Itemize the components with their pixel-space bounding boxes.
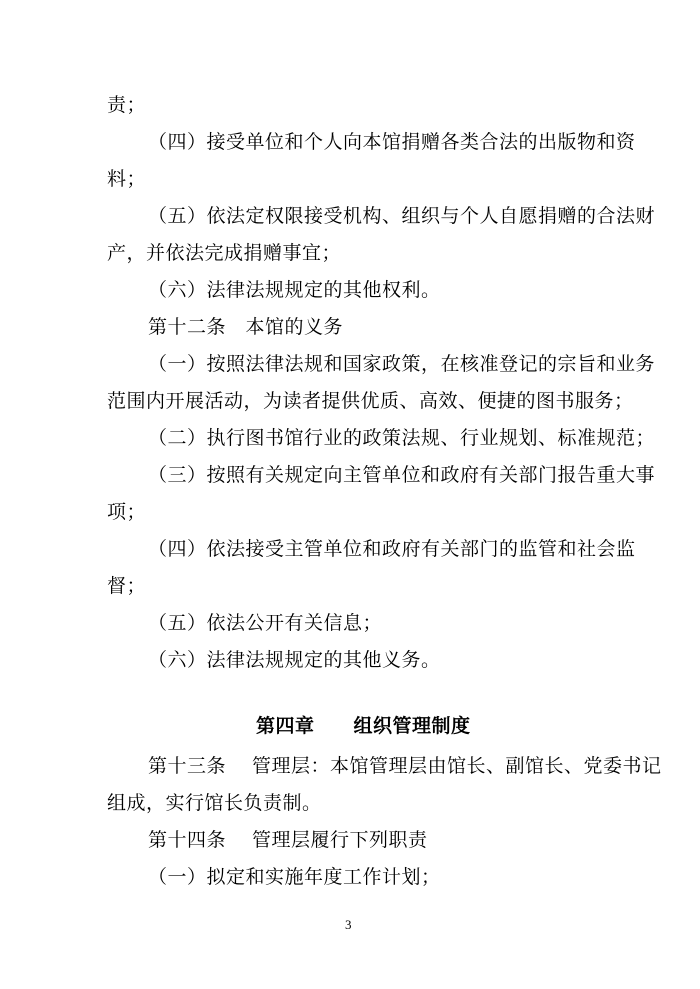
- text-line: 料；: [107, 168, 147, 190]
- text-line: （一）拟定和实施年度工作计划；: [148, 866, 441, 888]
- chapter-heading: 第四章 组织管理制度: [256, 715, 471, 737]
- text-line: 范围内开展活动，为读者提供优质、高效、便捷的图书服务；: [107, 390, 634, 412]
- text-line: （四）依法接受主管单位和政府有关部门的监管和社会监: [148, 538, 636, 560]
- text-line: 责；: [107, 94, 147, 116]
- text-line: 组成，实行馆长负责制。: [107, 792, 322, 814]
- text-line: （二）执行图书馆行业的政策法规、行业规划、标准规范；: [148, 427, 656, 449]
- text-line: （四）接受单位和个人向本馆捐赠各类合法的出版物和资: [148, 131, 636, 153]
- text-line: 督；: [107, 575, 147, 597]
- page-number: 3: [345, 917, 352, 932]
- article-title: 第十二条 本馆的义务: [148, 316, 344, 338]
- text-line: 项；: [107, 501, 147, 523]
- text-line: （五）依法定权限接受机构、组织与个人自愿捐赠的合法财: [148, 205, 656, 227]
- text-line: （六）法律法规规定的其他权利。: [148, 279, 441, 301]
- text-line: （三）按照有关规定向主管单位和政府有关部门报告重大事: [148, 464, 656, 486]
- article-title: 第十四条 管理层履行下列职责: [148, 829, 428, 851]
- text-line: （六）法律法规规定的其他义务。: [148, 649, 441, 671]
- text-line: 产，并依法完成捐赠事宜；: [107, 242, 342, 264]
- text-line: （一）按照法律法规和国家政策，在核准登记的宗旨和业务: [148, 353, 656, 375]
- article-title: 第十三条 管理层：本馆管理层由馆长、副馆长、党委书记: [148, 755, 662, 777]
- text-line: （五）依法公开有关信息；: [148, 612, 383, 634]
